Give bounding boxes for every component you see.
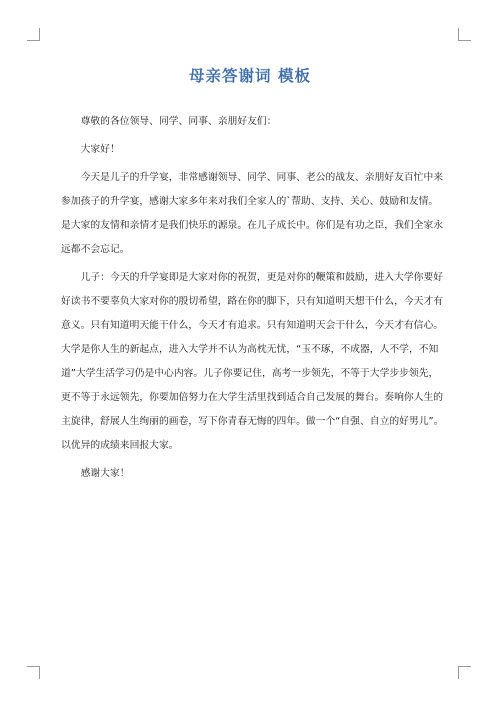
crop-mark-bottom-left xyxy=(27,666,40,679)
closing: 感谢大家！ xyxy=(80,468,130,479)
document-body xyxy=(61,110,444,490)
greeting: 大家好！ xyxy=(80,144,120,155)
salutation: 尊敬的各位领导、同学、同事、亲朋好友们： xyxy=(80,116,277,127)
paragraph-to-son: 儿子：今天的升学宴即是大家对你的祝贺，更是对你的鞭策和鼓励，进入大学你要好好读书不要辜负大家对你的殷切希望，路在你的脚下，只有知道明天想干什么，今天才有意义。只有知道明天能干什么，今天才有追求。只有知道明天会干什么，今天才有信心。大学是你人生的新起点，进入大学并不认为高枕无忧，“玉不琢，不成器，人不学，不知道”大学生活学习仍是中心内容。儿子你要记住，高考一步领先，不等于大学步步领先，更不等于永远领先，你要加倍努力在大学生活里找到适合自己发展的舞台。奏响你人生的主旋律，舒展人生绚丽的画卷，写下你青春无悔的四年。做一个“自强、自立的好男儿”。以优异的成绩来回报大家。 xyxy=(61,272,444,451)
crop-mark-top-right xyxy=(458,28,471,41)
document-title: 母亲答谢词 模板 xyxy=(189,67,311,85)
crop-mark-top-left xyxy=(27,28,40,41)
paragraph-thanks: 今天是儿子的升学宴，非常感谢领导、同学、同事、老公的战友、亲朋好友百忙中来参加孩子的升学宴，感谢大家多年来对我们全家人的`帮助、支持、关心、鼓励和友情。是大家的友情和亲情才是我们快乐的源泉。在儿子成长中。你们是有功之臣，我们全家永远都不会忘记。 xyxy=(61,172,444,255)
crop-mark-bottom-right xyxy=(458,666,471,679)
